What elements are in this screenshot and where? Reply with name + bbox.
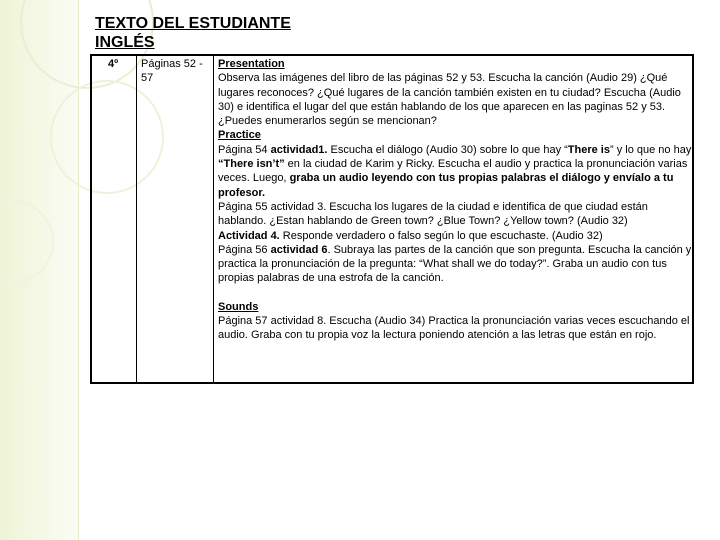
activity-4 (218, 229, 692, 243)
content-cell (218, 57, 692, 343)
activity-p54 (218, 143, 692, 200)
column-divider (213, 56, 214, 382)
text-run: Actividad 4. (218, 229, 280, 242)
page-title (95, 14, 291, 52)
grade-cell: 4º (108, 58, 119, 70)
spacer (218, 286, 692, 300)
presentation-text: Observa las imágenes del libro de las páginas 52 y 53. Escucha la canción (Audio 29) ¿Qué lugares reconoces? ¿Qué lugares de la canción también existen en tu ciudad? Escucha (Audio 30) e identifica el lugar del que están hablando de los que aparecen en las paginas 52 y 53. ¿Puedes enumerarlos según se mencionan? (218, 72, 681, 128)
pages-cell: Páginas 52 - 57 (141, 58, 203, 85)
text-run: graba un audio leyendo con tus propias palabras el diálogo y envíalo a tu profesor. (218, 172, 674, 199)
text-run: actividad1. (270, 143, 328, 156)
text-run: Escucha el diálogo (Audio 30) sobre lo que hay “ (327, 143, 568, 156)
practice-heading: Practice (218, 129, 261, 142)
column-divider (136, 56, 137, 382)
text-run: Página 54 (218, 143, 271, 156)
text-run: Responde verdadero o falso según lo que escuchaste. (Audio 32) (279, 229, 603, 242)
text-run: actividad 6 (270, 243, 328, 256)
sounds-heading: Sounds (218, 300, 259, 313)
text-run: en la ciudad de Karim y Ricky. Escucha el audio y practica la pronunciación varias veces. Luego, (218, 158, 688, 185)
activity-table (90, 54, 694, 384)
text-run: There is (567, 143, 610, 156)
text-run: ” y lo que no hay (609, 143, 692, 156)
sounds-text: Página 57 actividad 8. Escucha (Audio 34) Practica la pronunciación varias veces escuchando el audio. Graba con tu propia voz la lectura poniendo atención a las letras que están en rojo. (218, 315, 690, 342)
presentation-heading: Presentation (218, 58, 285, 70)
text-run: . Subraya las partes de la canción que son pregunta. Escucha la canción y practica la pronunciación de la pregunta: “What shall we do today?”. Graba un audio con tus propias palabras de una estrofa de la canción. (218, 243, 692, 285)
title-line-2: INGLÉS (95, 34, 155, 51)
text-run: “There isn’t” (218, 158, 285, 171)
activity-p56 (218, 243, 692, 286)
text-run: Página 56 (218, 243, 271, 256)
title-line-1: TEXTO DEL ESTUDIANTE (95, 15, 291, 32)
activity-p55: Página 55 actividad 3. Escucha los lugares de la ciudad e identifica de que ciudad están hablando. ¿Estan hablando de Green town? ¿Blue Town? ¿Yellow town? (Audio 32) (218, 200, 648, 228)
